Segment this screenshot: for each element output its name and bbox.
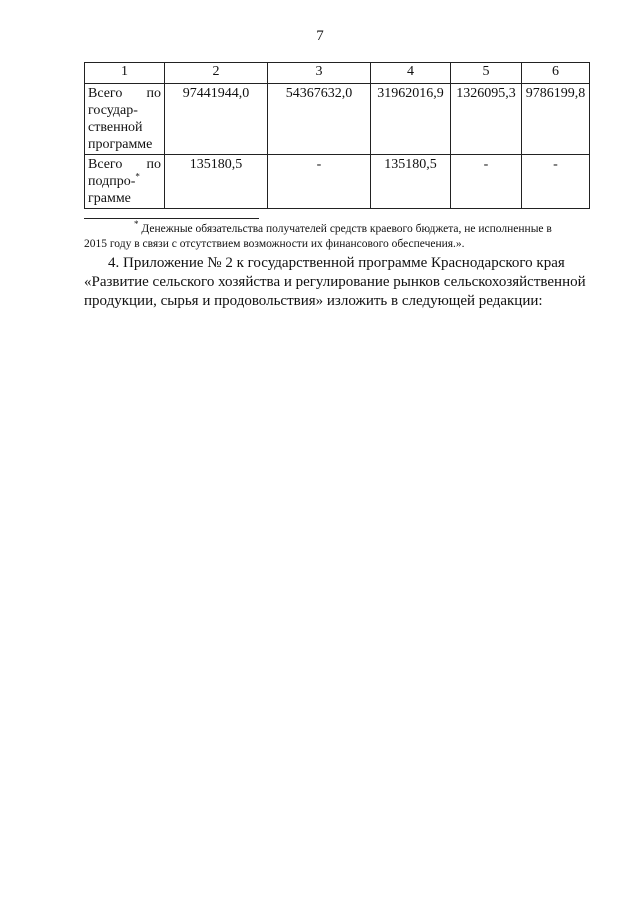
budget-table: [84, 62, 590, 209]
row-label-word: по: [146, 157, 161, 172]
footnote-divider: [84, 218, 259, 219]
page-number: 7: [316, 28, 324, 44]
table-cell: 9786199,8: [522, 84, 590, 155]
footnote-text: Денежные обязательства получателей средств краевого бюджета, не исполненные в: [141, 223, 552, 235]
table-header-cell: 4: [371, 63, 451, 84]
row-label-line: [88, 85, 161, 102]
table-header-cell: 1: [85, 63, 165, 84]
row-label-line: государ-: [88, 103, 138, 118]
paragraph-line: 4. Приложение № 2 к государственной программе Краснодарского края: [108, 255, 565, 271]
table-header-cell: 6: [522, 63, 590, 84]
row-label-line: грамме: [88, 191, 131, 206]
table-cell: 31962016,9: [371, 84, 451, 155]
body-paragraph: [84, 254, 589, 311]
table-cell: 97441944,0: [165, 84, 268, 155]
table-cell: 1326095,3: [451, 84, 522, 155]
row-label-text: подпро-: [88, 174, 136, 189]
table-cell: 135180,5: [371, 155, 451, 209]
table-header-cell: 2: [165, 63, 268, 84]
table-cell: 135180,5: [165, 155, 268, 209]
row-label-cell: [85, 84, 165, 155]
footnote-text: 2015 году в связи с отсутствием возможности их финансового обеспечения.».: [84, 238, 465, 250]
table-header-cell: 3: [268, 63, 371, 84]
row-label-word: Всего: [88, 157, 123, 172]
table-header-row: [85, 63, 590, 84]
row-label-line: [88, 173, 161, 190]
table-cell: -: [268, 155, 371, 209]
table-row: [85, 84, 590, 155]
row-label-word: Всего: [88, 86, 123, 101]
row-label-line: программе: [88, 137, 153, 152]
table-cell: -: [451, 155, 522, 209]
table-cell: -: [522, 155, 590, 209]
paragraph-line: продукции, сырья и продовольствия» изложить в следующей редакции:: [84, 293, 543, 309]
footnote-mark: *: [135, 171, 140, 182]
footnote: [84, 219, 589, 252]
row-label-line: ственной: [88, 120, 143, 135]
footnote-mark: *: [134, 219, 139, 230]
table-header-cell: 5: [451, 63, 522, 84]
row-label-word: по: [146, 86, 161, 101]
paragraph-line: «Развитие сельского хозяйства и регулирование рынков сельскохозяйственной: [84, 274, 586, 290]
table-row: [85, 155, 590, 209]
footnote-line: [84, 219, 589, 237]
row-label-line: [88, 156, 161, 173]
row-label-cell: [85, 155, 165, 209]
table-cell: 54367632,0: [268, 84, 371, 155]
